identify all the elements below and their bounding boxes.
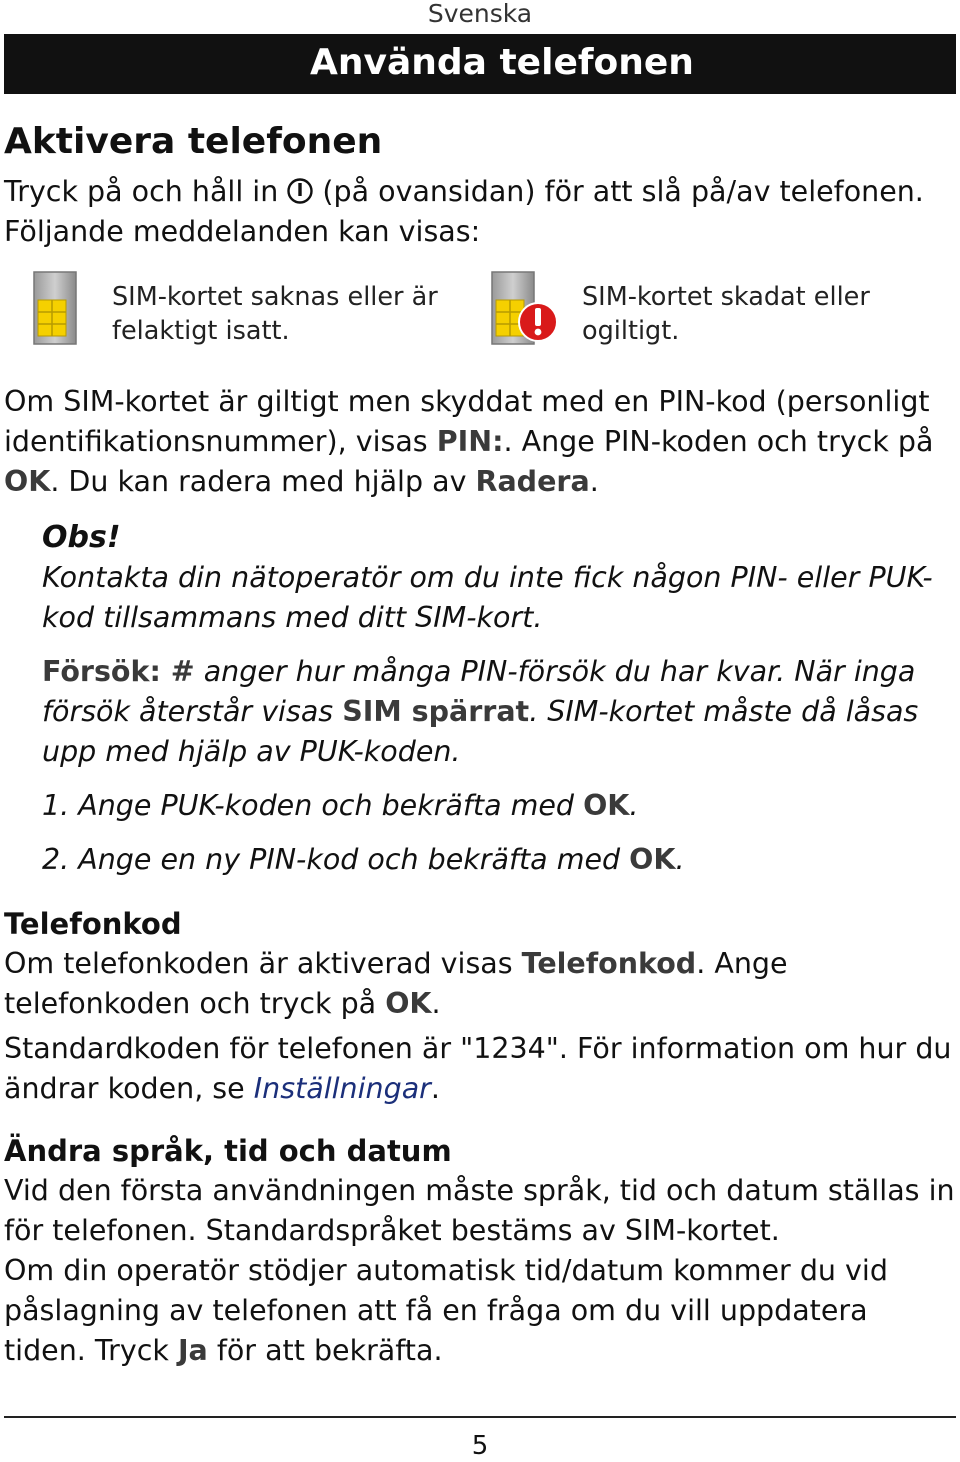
note-attempts: Försök: # anger hur många PIN-försök du har kvar. När inga försök återstår visas SIM spärrat. SIM-kortet måste då låsas upp med hjälp av PUK-koden. — [42, 655, 919, 768]
section-title-phonecode: Telefonkod — [4, 907, 182, 941]
chapter-title: Använda telefonen — [310, 42, 694, 83]
note-step-1: 1. Ange PUK-koden och bekräfta med OK. — [42, 789, 639, 822]
chapter-bar — [4, 34, 956, 94]
message-sim-damaged: SIM-kortet skadat eller ogiltigt. — [582, 282, 870, 346]
note-text: Kontakta din nätoperatör om du inte fick någon PIN- eller PUK-kod tillsammans med ditt SIM-kort. — [42, 561, 933, 634]
language-label: Svenska — [427, 0, 533, 28]
sim-card-icon — [30, 270, 80, 346]
activate-paragraph — [4, 172, 956, 252]
power-instruction: Tryck på och håll in (på ovansidan) för att slå på/av telefonen. — [4, 175, 924, 208]
clear-softkey-label: Radera — [475, 465, 590, 498]
language-time-paragraph-1: Vid den första användningen måste språk, tid och datum ställas in för telefonen. Standardspråket bestäms av SIM-kortet. — [4, 1174, 955, 1247]
section-title-language-time: Ändra språk, tid och datum — [4, 1134, 452, 1168]
ok-softkey-label: OK — [4, 465, 51, 498]
pin-paragraph: Om SIM-kortet är giltigt men skyddat med en PIN-kod (personligt identifikationsnummer), visas PIN:. Ange PIN-koden och tryck på OK. Du kan radera med hjälp av Radera. — [4, 385, 934, 498]
footer-divider — [4, 1416, 956, 1418]
messages-intro: Följande meddelanden kan visas: — [4, 215, 481, 248]
note-block — [42, 518, 942, 880]
pin-softkey-label: PIN: — [436, 425, 504, 458]
message-sim-missing: SIM-kortet saknas eller är felaktigt isatt. — [112, 282, 438, 346]
power-icon — [287, 175, 313, 201]
section-title-activate: Aktivera telefonen — [4, 121, 383, 162]
page-number: 5 — [471, 1431, 489, 1461]
settings-link[interactable]: Inställningar — [253, 1072, 431, 1105]
phonecode-paragraph-1: Om telefonkoden är aktiverad visas Telefonkod. Ange telefonkoden och tryck på OK. — [4, 947, 788, 1020]
phonecode-paragraph-2: Standardkoden för telefonen är "1234". För information om hur du ändrar koden, se Inställningar. — [4, 1032, 952, 1105]
language-time-paragraph-2: Om din operatör stödjer automatisk tid/datum kommer du vid påslagning av telefonen att få en fråga om du vill uppdatera tiden. Tryck Ja för att bekräfta. — [4, 1254, 888, 1367]
sim-card-error-icon — [488, 270, 560, 346]
note-heading: Obs! — [42, 520, 121, 555]
note-step-2: 2. Ange en ny PIN-kod och bekräfta med OK. — [42, 843, 685, 876]
